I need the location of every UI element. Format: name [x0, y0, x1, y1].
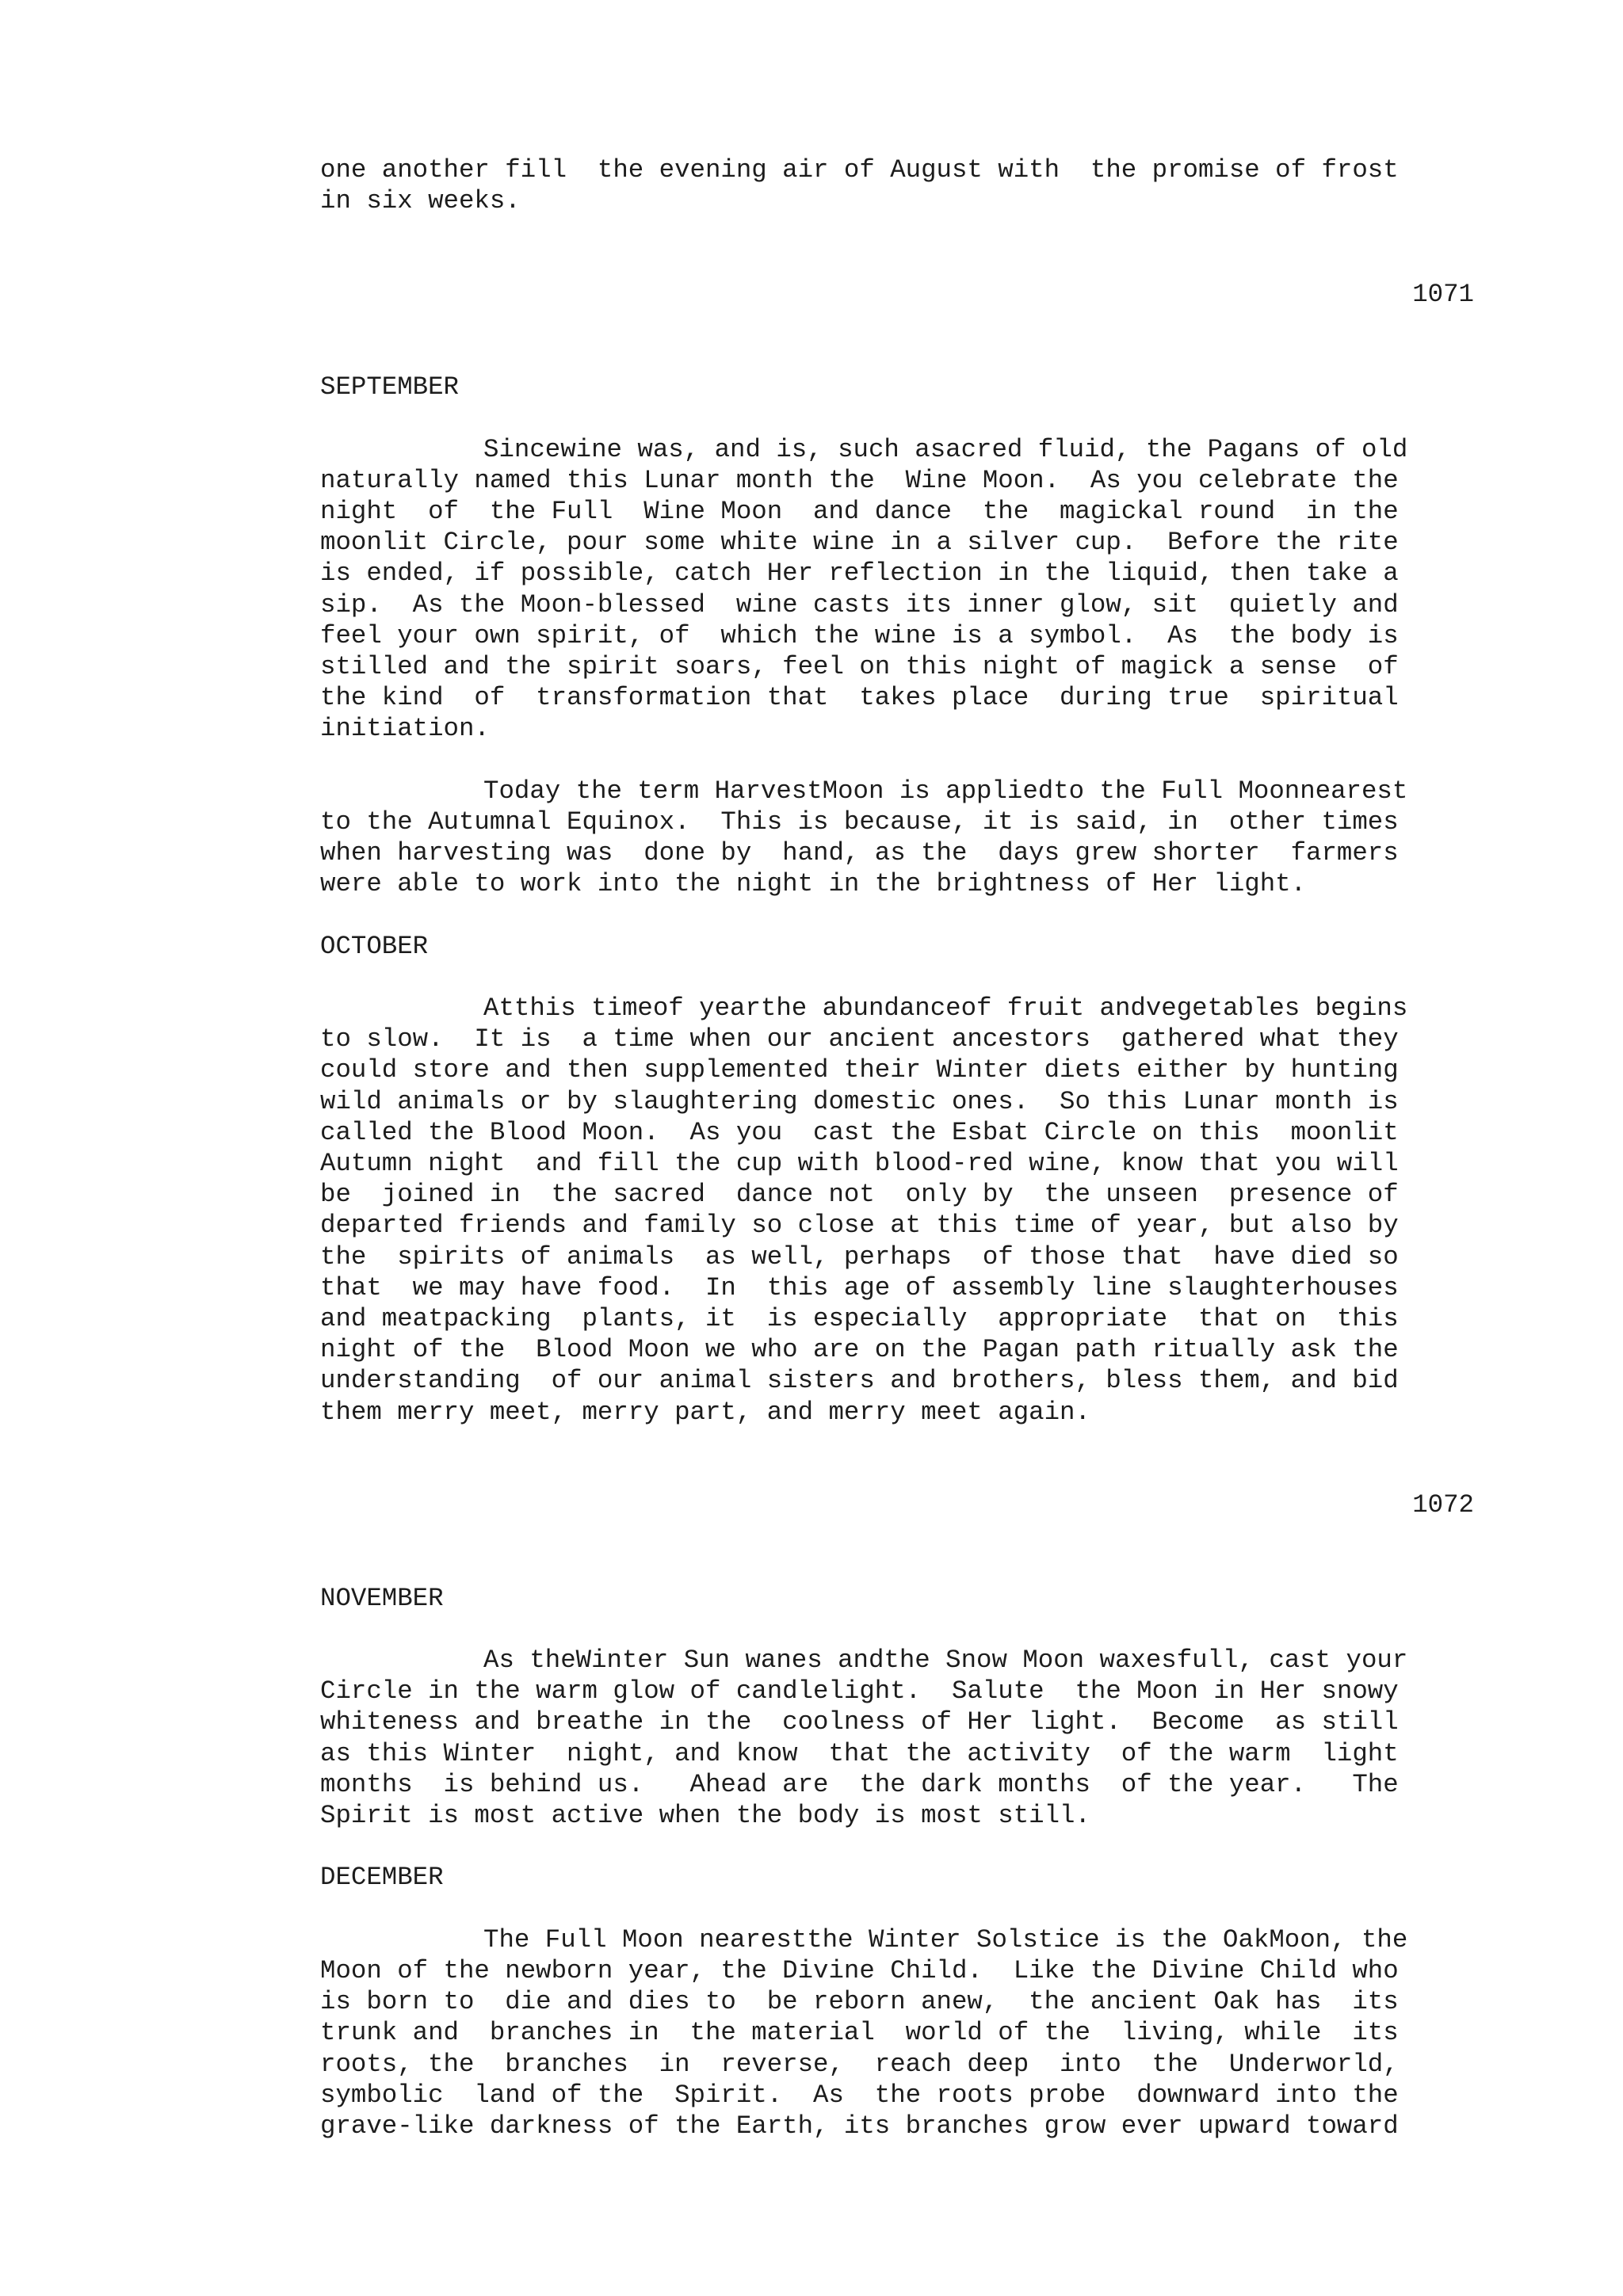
paragraph-september-1 [320, 434, 1474, 745]
text-line: months is behind us. Ahead are the dark months of the year. The [320, 1769, 1399, 1799]
section-heading-november: NOVEMBER [320, 1583, 444, 1613]
text-line: Sincewine was, and is, such asacred fluid, the Pagans of old [483, 434, 1408, 464]
text-line: Atthis timeof yearthe abundanceof fruit andvegetables begins [483, 994, 1408, 1024]
text-line: Moon of the newborn year, the Divine Child. Like the Divine Child who [320, 1955, 1399, 1985]
text-line: were able to work into the night in the brightness of Her light. [320, 869, 1307, 899]
text-line: moonlit Circle, pour some white wine in a silver cup. Before the rite [320, 528, 1399, 558]
page-number: 1071 [1412, 279, 1474, 309]
text-line: night of the Full Wine Moon and dance the magickal round in the [320, 497, 1399, 527]
text-line: and meatpacking plants, it is especially appropriate that on this [320, 1303, 1399, 1333]
text-line: The Full Moon nearestthe Winter Solstice is the OakMoon, the [483, 1924, 1408, 1955]
paragraph-december [320, 1924, 1474, 2142]
text-line: symbolic land of the Spirit. As the roots probe downward into the [320, 2080, 1399, 2110]
paragraph-november [320, 1645, 1474, 1831]
text-line: feel your own spirit, of which the wine is a symbol. As the body is [320, 620, 1399, 650]
paragraph-continuation [320, 154, 1474, 216]
text-line: the spirits of animals as well, perhaps of those that have died so [320, 1241, 1399, 1272]
section-heading-october: OCTOBER [320, 931, 429, 961]
text-line: be joined in the sacred dance not only by the unseen presence of [320, 1180, 1399, 1210]
text-line: wild animals or by slaughtering domestic ones. So this Lunar month is [320, 1086, 1399, 1116]
text-line: night of the Blood Moon we who are on the Pagan path ritually ask the [320, 1335, 1399, 1365]
text-line: that we may have food. In this age of assembly line slaughterhouses [320, 1272, 1399, 1302]
text-line: when harvesting was done by hand, as the days grew shorter farmers [320, 838, 1399, 868]
text-line: whiteness and breathe in the coolness of Her light. Become as still [320, 1707, 1399, 1737]
text-line: stilled and the spirit soars, feel on this night of magick a sense of [320, 652, 1399, 682]
text-line: departed friends and family so close at this time of year, but also by [320, 1211, 1399, 1241]
text-line: as this Winter night, and know that the activity of the warm light [320, 1738, 1399, 1768]
page-number: 1072 [1412, 1490, 1474, 1520]
text-line: called the Blood Moon. As you cast the Esbat Circle on this moonlit [320, 1117, 1399, 1147]
text-line: Spirit is most active when the body is most still. [320, 1801, 1090, 1830]
paragraph-september-2 [320, 776, 1474, 900]
text-line: sip. As the Moon-blessed wine casts its inner glow, sit quietly and [320, 589, 1399, 620]
text-line: could store and then supplemented their Winter diets either by hunting [320, 1055, 1399, 1085]
section-heading-september: SEPTEMBER [320, 372, 459, 402]
text-line: trunk and branches in the material world of the living, while its [320, 2018, 1399, 2048]
text-line: is ended, if possible, catch Her reflection in the liquid, then take a [320, 559, 1399, 589]
text-line: Circle in the warm glow of candlelight. Salute the Moon in Her snowy [320, 1676, 1399, 1707]
text-line: is born to die and dies to be reborn anew, the ancient Oak has its [320, 1987, 1399, 2017]
section-heading-december: DECEMBER [320, 1863, 444, 1893]
paragraph-october [320, 993, 1474, 1428]
text-line: roots, the branches in reverse, reach deep into the Underworld, [320, 2049, 1399, 2079]
text-line: As theWinter Sun wanes andthe Snow Moon waxesfull, cast your [483, 1646, 1408, 1676]
text-line: in six weeks. [320, 186, 521, 216]
text-line: them merry meet, merry part, and merry meet again. [320, 1397, 1090, 1427]
text-line: one another fill the evening air of August with the promise of frost [320, 155, 1399, 185]
document-page [320, 154, 1474, 2142]
text-line: naturally named this Lunar month the Wine Moon. As you celebrate the [320, 465, 1399, 495]
text-line: understanding of our animal sisters and brothers, bless them, and bid [320, 1366, 1399, 1396]
text-line: to slow. It is a time when our ancient ancestors gathered what they [320, 1024, 1399, 1055]
text-line: Autumn night and fill the cup with blood-red wine, know that you will [320, 1149, 1399, 1179]
text-line: initiation. [320, 714, 490, 744]
text-line: to the Autumnal Equinox. This is because, it is said, in other times [320, 807, 1399, 837]
text-line: Today the term HarvestMoon is appliedto the Full Moonnearest [483, 776, 1408, 806]
text-line: the kind of transformation that takes place during true spiritual [320, 683, 1399, 713]
text-line: grave-like darkness of the Earth, its branches grow ever upward toward [320, 2111, 1399, 2141]
